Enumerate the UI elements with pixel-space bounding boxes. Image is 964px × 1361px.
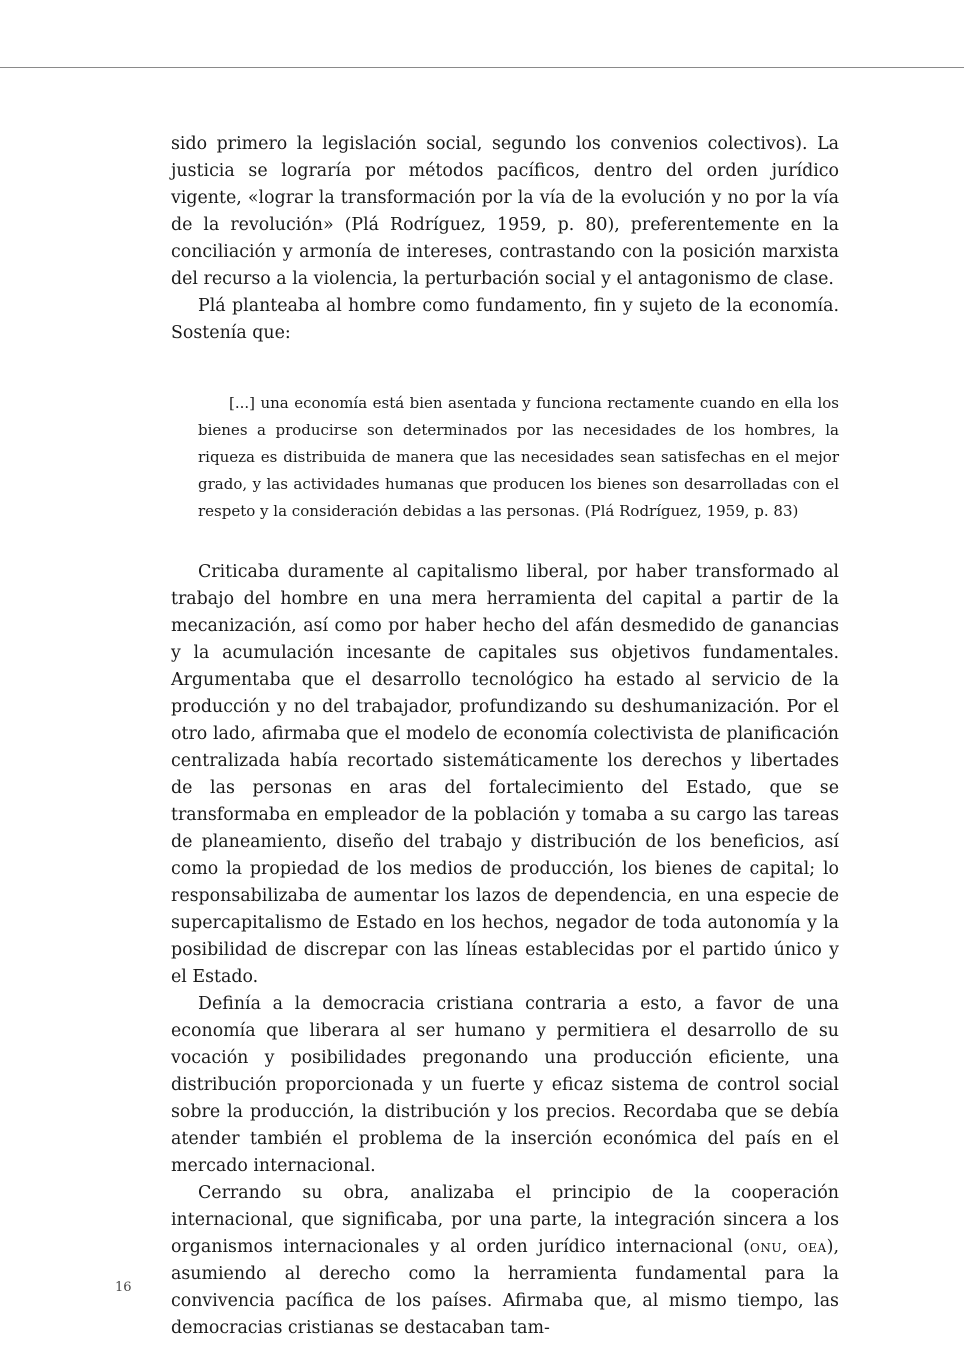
paragraph-5-text-b: ), asumiendo al derecho como la herramienta fundamental para la convivencia pacífica de los países. Afirmaba que, al mismo tiempo, las democracias cristianas se destacaban tam- (171, 1237, 839, 1338)
paragraph-5-text-a: Cerrando su obra, analizaba el principio de la cooperación internacional, que significaba, por una parte, la integración sincera a los organismos internacionales y al orden jurídico internacional ( (171, 1183, 839, 1257)
paragraph-5-separator: , (781, 1237, 798, 1257)
abbr-oea: oea (797, 1237, 827, 1257)
paragraph-1: sido primero la legislación social, segundo los convenios colectivos). La justicia se lograría por métodos pacíficos, dentro del orden jurídico vigente, «lograr la transformación por la vía de la evolución y no por la vía de la revolución» (Plá Rodríguez, 1959, p. 80), preferentemente en la conciliación y armonía de intereses, contrastando con la posición marxista del recurso a la violencia, la perturbación social y el antagonismo de clase. (171, 134, 839, 289)
paragraph-5 (171, 1180, 839, 1342)
paragraph-3: Criticaba duramente al capitalismo liberal, por haber transformado al trabajo del hombre en una mera herramienta del capital a partir de la mecanización, así como por haber hecho del afán desmedido de ganancias y la acumulación incesante de capitales sus objetivos fundamentales. Argumentaba que el desarrollo tecnológico ha estado al servicio de la producción y no del trabajador, profundizando su deshumanización. Por el otro lado, afirmaba que el modelo de economía colectivista de planificación centralizada había recortado sistemáticamente los derechos y libertades de las personas en aras del fortalecimiento del Estado, que se transformaba en empleador de la población y tomaba a su cargo las tareas de planeamiento, diseño del trabajo y distribución de los beneficios, así como la propiedad de los medios de producción, los bienes de capital; lo responsabilizaba de aumentar los lazos de dependencia, en una especie de supercapitalismo de Estado en los hechos, negador de toda autonomía y la posibilidad de discrepar con las líneas establecidas por el partido único y el Estado. (171, 562, 839, 987)
abbr-onu: onu (750, 1237, 782, 1257)
page-number: 16 (115, 1280, 132, 1295)
paragraph-4: Definía a la democracia cristiana contraria a esto, a favor de una economía que liberara al ser humano y permitiera el desarrollo de su vocación y posibilidades pregonando una producción eficiente, una distribución proporcionada y un fuerte y eficaz sistema de control social sobre la producción, la distribución y los precios. Recordaba que se debía atender también el problema de la inserción económica del país en el mercado internacional. (171, 994, 839, 1176)
header-rule (0, 67, 964, 68)
paragraph-2: Plá planteaba al hombre como fundamento, fin y sujeto de la economía. Sostenía que: (171, 296, 839, 343)
body-text (171, 131, 839, 1342)
block-quote: [...] una economía está bien asentada y funciona rectamente cuando en ella los bienes a producirse son determinados por las necesidades de los hombres, la riqueza es distribuida de manera que las necesidades sean satisfechas en el mejor grado, y las actividades humanas que producen los bienes son desarrolladas con el respeto y la consideración debidas a las personas. (Plá Rodríguez, 1959, p. 83) (198, 394, 839, 520)
